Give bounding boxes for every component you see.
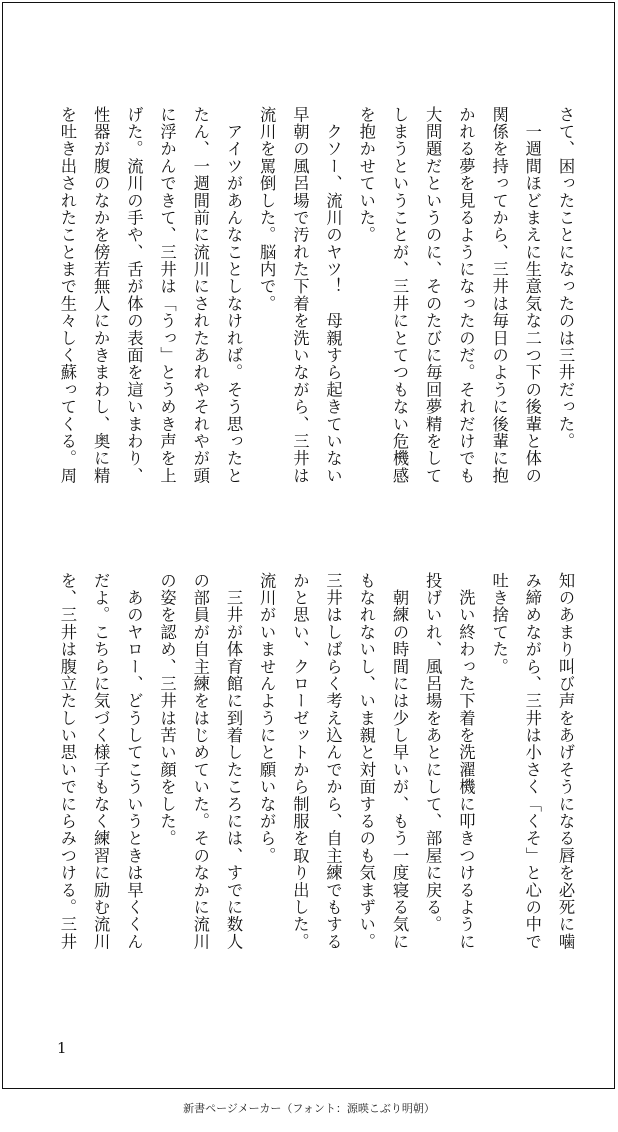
text-line: に浮かんできて、三井は「うっ」とうめき声を上 [157, 106, 177, 485]
text-line: 早朝の風呂場で汚れた下着を洗いながら、三井は [290, 106, 310, 485]
text-line: の部員が自主練をはじめていた。そのなかに流川 [190, 572, 210, 951]
text-line: アイツがあんなことしなければ。そう思ったと [223, 106, 243, 485]
text-line: 流川がいませんようにと願いながら。 [257, 572, 277, 865]
page-number: 1 [57, 1039, 67, 1057]
text-line: かと思い、クローゼットから制服を取り出した。 [290, 572, 310, 951]
text-line: だよ。こちらに気づく様子もなく練習に励む流川 [91, 572, 111, 951]
text-line: 吐き捨てた。 [489, 572, 509, 676]
text-line: 三井はしばらく考え込んでから、自主練でもする [323, 572, 343, 951]
text-line: の姿を認め、三井は苦い顔をした。 [157, 572, 177, 848]
upper-text-block [57, 106, 582, 546]
book-page [2, 2, 615, 1089]
text-line: 朝練の時間には少し早いが、もう一度寝る気に [389, 572, 409, 951]
text-line: げた。流川の手や、舌が体の表面を這いまわり、 [124, 106, 144, 485]
text-line: 洗い終わった下着を洗濯機に叩きつけるように [456, 572, 476, 951]
text-line: を、三井は腹立たしい思いでにらみつける。三井 [57, 572, 77, 951]
text-line: 投げいれ、風呂場をあとにして、部屋に戻る。 [423, 572, 443, 933]
text-line: を抱かせていた。 [356, 106, 376, 244]
text-line: たん、一週間前に流川にされたあれやそれやが頭 [190, 106, 210, 485]
text-line: 大問題だというのに、そのたびに毎回夢精をして [423, 106, 443, 485]
text-line: さて、困ったことになったのは三井だった。 [556, 106, 575, 450]
footer-credit: 新書ページメーカー（フォント：源暎こぶり明朝） [183, 1102, 435, 1115]
text-line: 一週間ほどまえに生意気な二つ下の後輩と体の [522, 106, 542, 485]
text-line: もなれないし、いま親と対面するのも気まずい。 [356, 572, 376, 951]
text-line: しまうということが、三井にとてつもない危機感 [389, 106, 409, 485]
text-line: クソー、流川のヤツ！ 母親すら起きていない [323, 106, 343, 485]
text-line: 知のあまり叫び声をあげそうになる唇を必死に噛 [556, 572, 575, 951]
text-line: あのヤロー、どうしてこういうときは早くくん [124, 572, 144, 951]
text-line: 性器が腹のなかを傍若無人にかきまわし、奥に精 [91, 106, 111, 485]
lower-text-block [57, 572, 582, 1012]
text-line: かれる夢を見るようになったのだ。それだけでも [456, 106, 476, 485]
text-line: 三井が体育館に到着したころには、すでに数人 [223, 572, 243, 951]
text-line: 関係を持ってから、三井は毎日のように後輩に抱 [489, 106, 509, 485]
text-line: を吐き出されたことまで生々しく蘇ってくる。周 [57, 106, 77, 485]
text-line: 流川を罵倒した。脳内で。 [257, 106, 277, 313]
text-line: み締めながら、三井は小さく「くそ」と心の中で [522, 572, 542, 951]
